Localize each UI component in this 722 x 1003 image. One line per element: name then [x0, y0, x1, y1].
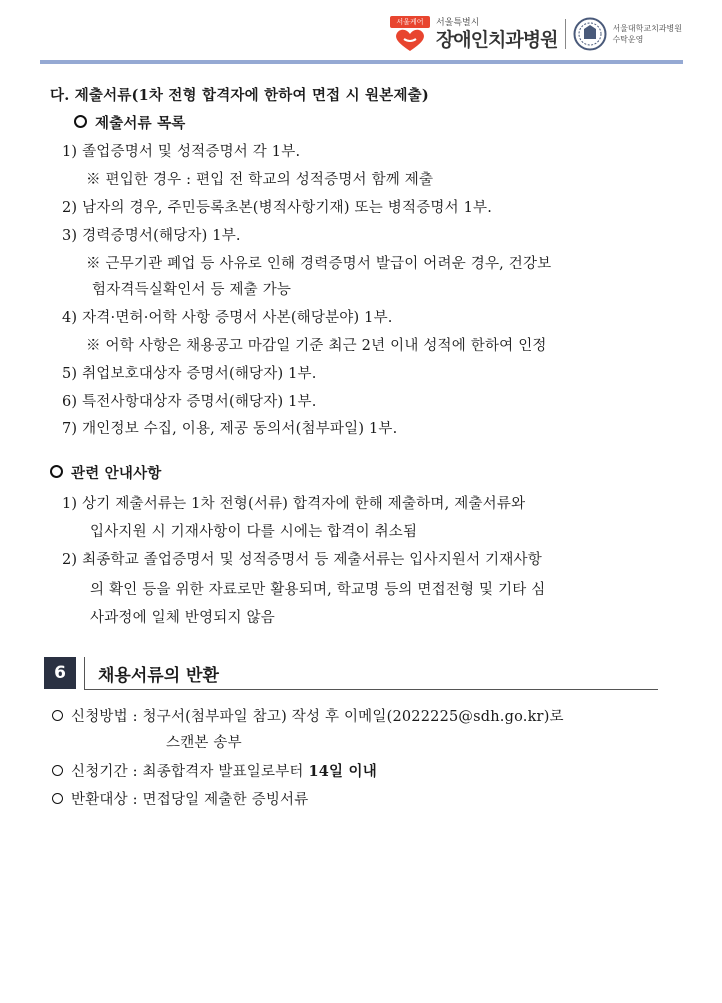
list-item: 4) 자격·면허·어학 사항 증명서 사본(해당분야) 1부. [62, 310, 393, 326]
list-item: 5) 취업보호대상자 증명서(해당자) 1부. [62, 366, 317, 382]
circle-bullet-icon [52, 793, 63, 804]
logo-tag: 서울케어 [390, 16, 430, 28]
hospital-name: 장애인치과병원 [435, 29, 558, 51]
return-method-item: 신청방법 : 청구서(첨부파일 참고) 작성 후 이메일(2022225@sdh.go.kr)로 [52, 705, 564, 726]
notice-item: 2) 최종학교 졸업증명서 및 성적증명서 등 제출서류는 입사지원서 기재사항 [62, 552, 542, 568]
operator-label [612, 23, 682, 45]
list-note-continued: 험자격득실확인서 등 제출 가능 [92, 282, 292, 298]
item-value: 면접당일 제출한 증빙서류 [142, 792, 309, 808]
hospital-brand [436, 17, 557, 51]
city-label: 서울특별시 [435, 18, 480, 28]
section-heading: 다. 제출서류(1차 전형 합격자에 한하여 면접 시 원본제출) [50, 87, 429, 104]
notice-item-continued: 입사지원 시 기재사항이 다를 시에는 합격이 취소됨 [90, 524, 418, 540]
page-header [390, 14, 682, 54]
section-divider-vertical [84, 657, 85, 689]
operator-line-2: 수탁운영 [612, 35, 644, 44]
list-note: ※ 근무기관 폐업 등 사유로 인해 경력증명서 발급이 어려운 경우, 건강보 [86, 256, 552, 272]
list-item: 1) 졸업증명서 및 성적증명서 각 1부. [62, 144, 301, 160]
notice-item: 1) 상기 제출서류는 1차 전형(서류) 합격자에 한해 제출하며, 제출서류와 [62, 496, 526, 512]
list-item: 6) 특전사항대상자 증명서(해당자) 1부. [62, 394, 317, 410]
circle-bullet-icon [52, 710, 63, 721]
operator-line-1: 서울대학교치과병원 [612, 24, 682, 33]
university-seal-icon [573, 17, 607, 51]
item-value: 청구서(첨부파일 참고) 작성 후 이메일(2022225@sdh.go.kr)로 [142, 709, 564, 725]
list-note: ※ 편입한 경우 : 편입 전 학교의 성적증명서 함께 제출 [86, 172, 434, 188]
document-list-title [74, 112, 186, 133]
item-value-emphasis: 14일 이내 [308, 763, 377, 780]
section-title: 채용서류의 반환 [98, 666, 219, 686]
seoul-care-logo [390, 16, 430, 52]
circle-bullet-icon [52, 765, 63, 776]
return-period-item: 신청기간 : 최종합격자 발표일로부터 14일 이내 [52, 760, 377, 781]
return-target-item: 반환대상 : 면접당일 제출한 증빙서류 [52, 788, 308, 809]
item-label: 신청기간 [71, 764, 128, 780]
item-value: 최종합격자 발표일로부터 [142, 764, 304, 780]
item-label: 반환대상 [71, 792, 128, 808]
list-note: ※ 어학 사항은 채용공고 마감일 기준 최근 2년 이내 성적에 한하여 인정 [86, 338, 547, 354]
circle-bullet-icon [74, 115, 87, 128]
notice-title-text: 관련 안내사항 [71, 465, 162, 482]
list-item: 2) 남자의 경우, 주민등록초본(병적사항기재) 또는 병적증명서 1부. [62, 200, 493, 216]
notice-item-continued: 의 확인 등을 위한 자료로만 활용되며, 학교명 등의 면접전형 및 기타 심 [90, 582, 546, 598]
circle-bullet-icon [50, 465, 63, 478]
section-number-badge: 6 [44, 657, 76, 689]
heart-icon [394, 28, 426, 52]
header-divider [565, 19, 566, 49]
notice-item-continued: 사과정에 일체 반영되지 않음 [90, 610, 275, 626]
list-item: 3) 경력증명서(해당자) 1부. [62, 228, 241, 244]
return-method-continued: 스캔본 송부 [166, 735, 242, 751]
list-item: 7) 개인정보 수집, 이용, 제공 동의서(첨부파일) 1부. [62, 421, 398, 437]
section-divider-horizontal [84, 689, 658, 690]
document-list-title-text: 제출서류 목록 [95, 115, 186, 132]
header-rule [40, 60, 683, 64]
item-label: 신청방법 [71, 709, 128, 725]
notice-title [50, 462, 162, 483]
